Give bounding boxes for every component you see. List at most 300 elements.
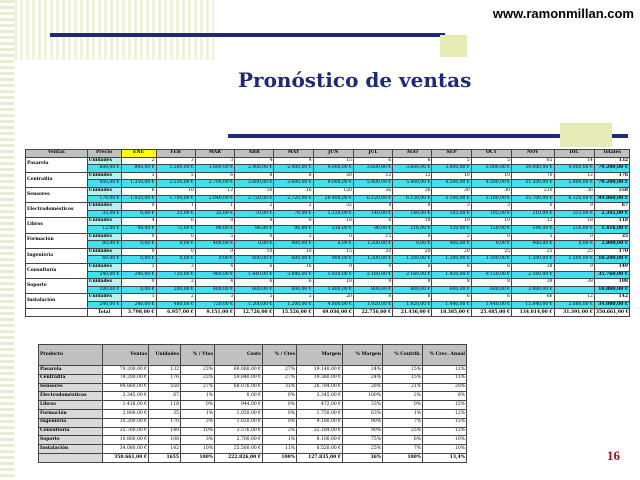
units-cell: 176 — [594, 172, 629, 180]
units-cell: 1 — [121, 263, 156, 271]
units-cell: 5 — [274, 294, 313, 302]
summary-cell: 10% — [181, 445, 215, 454]
units-cell: 8 — [432, 279, 471, 287]
summary-cell: Formación — [39, 409, 103, 418]
summary-total-cell: 100% — [263, 453, 297, 462]
sales-value-row — [26, 241, 630, 249]
units-label: Unidades — [87, 263, 121, 271]
summary-cell: 79.200,00 € — [103, 366, 149, 375]
summary-cell: 8.520,00 € — [297, 445, 343, 454]
units-cell: 4 — [274, 157, 313, 165]
sales-cell: 2.800,00 € — [594, 241, 629, 249]
units-cell: 36 — [393, 187, 432, 195]
price-cell: 450,00 € — [87, 180, 121, 188]
sales-cell: 96,00 € — [353, 225, 392, 233]
summary-cell: 100% — [343, 392, 383, 401]
sales-cell: 2.160,00 € — [512, 271, 554, 279]
sales-cell: 0,00 € — [121, 286, 156, 294]
sales-cell: 600,00 € — [274, 256, 313, 264]
units-cell: 4 — [195, 263, 234, 271]
sales-cell: 2.720,00 € — [235, 195, 274, 203]
summary-cell: 0% — [263, 392, 297, 401]
sales-header-cell: MAR — [195, 150, 234, 158]
sales-cell: 105,00 € — [432, 210, 471, 218]
summary-cell: 9.180,00 € — [297, 418, 343, 427]
units-cell: 38 — [554, 279, 594, 287]
summary-total-row — [39, 453, 467, 462]
units-cell: 4 — [195, 279, 234, 287]
units-cell: 1 — [156, 203, 195, 211]
sales-cell: 2.880,00 € — [554, 301, 594, 309]
summary-header-cell: Ventas — [103, 345, 149, 366]
summary-cell: 8.100,00 € — [297, 436, 343, 445]
units-cell: 38 — [512, 263, 554, 271]
summary-cell: 10% — [423, 445, 467, 454]
summary-row — [39, 366, 467, 375]
units-cell: 8 — [353, 218, 392, 226]
units-cell: 18 — [313, 218, 353, 226]
sales-units-row — [26, 294, 630, 302]
units-cell: 2 — [274, 203, 313, 211]
summary-cell: 31% — [263, 383, 297, 392]
units-cell: 70 — [512, 172, 554, 180]
summary-cell: 67 — [149, 392, 181, 401]
summary-cell: 0,00 € — [215, 392, 263, 401]
units-cell: 6 — [195, 172, 234, 180]
units-cell: 25 — [471, 248, 511, 256]
units-cell: 0 — [313, 233, 353, 241]
total-cell: 350.661,00 € — [594, 309, 629, 317]
sales-cell: 1.200,00 € — [353, 256, 392, 264]
total-cell: 3.798,00 € — [121, 309, 156, 317]
summary-cell: Electrodomésticos — [39, 392, 103, 401]
sales-cell: 70,00 € — [235, 210, 274, 218]
sales-cell: 1.350,00 € — [121, 180, 156, 188]
sales-cell: 0,00 € — [121, 256, 156, 264]
total-cell: 22.756,00 € — [353, 309, 392, 317]
units-cell: 210 — [512, 187, 554, 195]
sales-value-row — [26, 286, 630, 294]
summary-header-cell: Producto — [39, 345, 103, 366]
sales-cell: 48,00 € — [121, 225, 156, 233]
sales-cell: 900,00 € — [121, 165, 156, 173]
summary-header-cell: % / Ctes — [263, 345, 297, 366]
title-bottom-accent-box — [560, 123, 612, 147]
units-cell: 10 — [274, 248, 313, 256]
summary-cell: 170 — [149, 418, 181, 427]
sales-cell: 900,00 € — [313, 256, 353, 264]
price-cell: 100,00 € — [87, 286, 121, 294]
summary-cell: 108 — [149, 436, 181, 445]
units-cell: 6 — [393, 157, 432, 165]
summary-cell: 10.800,00 € — [103, 436, 149, 445]
sales-cell: 4.800,00 € — [313, 301, 353, 309]
units-cell: 16 — [274, 263, 313, 271]
sales-cell: 2.720,00 € — [274, 195, 313, 203]
sales-cell: 2.345,00 € — [594, 210, 629, 218]
sales-cell: 0,00 € — [554, 241, 594, 249]
sales-cell: 400,00 € — [195, 241, 234, 249]
sales-cell: 6.120,00 € — [353, 195, 392, 203]
units-cell: 5 — [195, 233, 234, 241]
summary-header-cell: % Contrib. — [383, 345, 423, 366]
summary-cell: 24% — [343, 366, 383, 375]
total-cell: 134.014,00 € — [512, 309, 554, 317]
summary-cell: 3% — [181, 436, 215, 445]
sales-cell: 0,00 € — [393, 241, 432, 249]
sales-cell: 2.250,00 € — [156, 180, 195, 188]
summary-total-cell — [39, 453, 103, 462]
sales-cell: 20.400,00 € — [313, 195, 353, 203]
sales-cell: 1.200,00 € — [432, 256, 471, 264]
sales-cell: 0,00 € — [471, 241, 511, 249]
units-label: Unidades — [87, 157, 121, 165]
sales-cell: 31.500,00 € — [512, 180, 554, 188]
sales-cell: 39.000,00 € — [512, 165, 554, 173]
summary-cell: 25% — [343, 445, 383, 454]
units-cell: 18 — [313, 279, 353, 287]
units-cell: 0 — [156, 233, 195, 241]
units-cell: 6 — [156, 218, 195, 226]
units-cell: 5 — [432, 157, 471, 165]
summary-cell: 558 — [149, 383, 181, 392]
summary-total-cell: 222.826,00 € — [215, 453, 263, 462]
product-name: Libros — [26, 218, 88, 233]
summary-cell: 3.576,00 € — [215, 427, 263, 436]
sales-cell: 1.440,00 € — [235, 271, 274, 279]
blank-cell — [26, 309, 88, 317]
sales-cell: 6.120,00 € — [393, 195, 432, 203]
sales-cell: 15.840,00 € — [512, 301, 554, 309]
summary-cell: 15% — [423, 401, 467, 410]
sales-value-row — [26, 301, 630, 309]
units-cell: 8 — [235, 218, 274, 226]
units-cell: 18 — [393, 218, 432, 226]
sales-cell: 0,00 € — [195, 256, 234, 264]
sales-cell: 600,00 € — [235, 256, 274, 264]
units-cell: 4 — [353, 203, 392, 211]
summary-cell: 27% — [263, 366, 297, 375]
units-cell: 1 — [121, 294, 156, 302]
summary-cell: 7% — [383, 418, 423, 427]
summary-cell: 0% — [181, 401, 215, 410]
summary-cell: 15% — [423, 418, 467, 427]
summary-cell: 25% — [383, 427, 423, 436]
sales-cell: 10.200,00 € — [594, 256, 629, 264]
sales-cell: 600,00 € — [235, 286, 274, 294]
summary-header-cell: % Margen — [343, 345, 383, 366]
sales-cell: 1.800,00 € — [195, 165, 234, 173]
sales-total-row — [26, 309, 630, 317]
units-cell: 36 — [554, 187, 594, 195]
total-cell: 25.485,00 € — [471, 309, 511, 317]
summary-header-cell: Unidades — [149, 345, 181, 366]
sales-cell — [554, 271, 594, 279]
units-label: Unidades — [87, 294, 121, 302]
sales-units-row — [26, 279, 630, 287]
summary-cell: 19.360,00 € — [297, 374, 343, 383]
units-cell: 6 — [471, 294, 511, 302]
summary-cell: 1% — [181, 409, 215, 418]
sales-cell: 9.120,00 € — [471, 271, 511, 279]
summary-cell: 63% — [343, 409, 383, 418]
units-label: Unidades — [87, 279, 121, 287]
summary-header-cell: Margen — [297, 345, 343, 366]
units-cell: 5 — [432, 233, 471, 241]
units-cell: 6 — [235, 279, 274, 287]
summary-cell: 1% — [383, 409, 423, 418]
sales-units-row — [26, 157, 630, 165]
sales-cell: 2.400,00 € — [235, 165, 274, 173]
units-cell: 149 — [594, 263, 629, 271]
price-cell: 80,00 € — [87, 241, 121, 249]
product-name: Instalación — [26, 294, 88, 309]
sales-units-row — [26, 233, 630, 241]
summary-total-cell: 100% — [383, 453, 423, 462]
sales-cell: 216,00 € — [313, 225, 353, 233]
sales-cell: 3.840,00 € — [274, 271, 313, 279]
summary-row — [39, 409, 467, 418]
page-title: Pronóstico de ventas — [238, 68, 472, 92]
summary-cell: 1.050,00 € — [215, 409, 263, 418]
units-cell: 0 — [121, 233, 156, 241]
sales-header-cell: JUL — [353, 150, 392, 158]
units-cell: 32 — [313, 203, 353, 211]
units-cell: 12 — [353, 172, 392, 180]
sales-cell: 3.600,00 € — [353, 165, 392, 173]
units-cell: 12 — [195, 187, 234, 195]
summary-cell: 0% — [263, 418, 297, 427]
sales-cell: 1.920,00 € — [313, 271, 353, 279]
sales-cell: 1.920,00 € — [353, 301, 392, 309]
units-cell: 15 — [313, 248, 353, 256]
sales-cell: 9.000,00 € — [313, 165, 353, 173]
sales-cell: 1.440,00 € — [432, 301, 471, 309]
units-cell: 12 — [554, 294, 594, 302]
sales-cell: 3.600,00 € — [235, 180, 274, 188]
total-cell: 49.036,00 € — [313, 309, 353, 317]
units-cell: 8 — [471, 263, 511, 271]
units-cell: 0 — [121, 203, 156, 211]
sales-cell: 210,00 € — [512, 210, 554, 218]
summary-cell: 2.800,00 € — [103, 409, 149, 418]
units-cell: 10 — [471, 218, 511, 226]
units-cell: 12 — [554, 172, 594, 180]
sales-cell: 1.800,00 € — [313, 286, 353, 294]
units-cell: 8 — [353, 294, 392, 302]
sales-cell: 2.700,00 € — [195, 180, 234, 188]
units-cell: 5 — [156, 172, 195, 180]
sales-cell: 1.500,00 € — [471, 256, 511, 264]
sales-cell: 35,00 € — [156, 210, 195, 218]
summary-row — [39, 445, 467, 454]
summary-cell: 59.840,00 € — [215, 374, 263, 383]
summary-cell: 2.700,00 € — [215, 436, 263, 445]
units-cell: 35 — [594, 233, 629, 241]
units-cell: 6 — [512, 203, 554, 211]
summary-cell: 1.750,00 € — [297, 409, 343, 418]
summary-cell: 0% — [383, 401, 423, 410]
units-label: Unidades — [87, 218, 121, 226]
sales-value-row — [26, 225, 630, 233]
summary-cell: 79.200,00 € — [103, 374, 149, 383]
sales-cell: 1.920,00 € — [393, 301, 432, 309]
sales-cell: 96,00 € — [274, 225, 313, 233]
summary-header-row — [39, 345, 467, 366]
total-cell: 21.436,00 € — [393, 309, 432, 317]
sales-cell: 2.160,00 € — [393, 271, 432, 279]
summary-cell: Consultoría — [39, 427, 103, 436]
summary-cell: 90% — [343, 427, 383, 436]
summary-cell: 8% — [423, 392, 467, 401]
units-cell: 25 — [554, 248, 594, 256]
summary-total-cell: 350.661,00 € — [103, 453, 149, 462]
units-cell: 3 — [156, 157, 195, 165]
sales-cell: 400,00 € — [274, 241, 313, 249]
summary-header-cell: % Crec. Anual — [423, 345, 467, 366]
total-cell: 31.391,00 € — [554, 309, 594, 317]
units-cell: 10 — [235, 248, 274, 256]
units-cell: 9 — [353, 263, 392, 271]
summary-cell: 34.080,00 € — [103, 445, 149, 454]
sales-cell: 120,00 € — [471, 225, 511, 233]
total-cell: 18.385,00 € — [432, 309, 471, 317]
summary-cell: 132 — [149, 366, 181, 375]
product-name: Pasarela — [26, 157, 88, 172]
sales-cell: 400,00 € — [512, 241, 554, 249]
units-cell: 3 — [121, 172, 156, 180]
units-cell: 0 — [471, 233, 511, 241]
summary-cell: 68.076,00 € — [215, 383, 263, 392]
sales-units-row — [26, 172, 630, 180]
product-name: Sensores — [26, 187, 88, 202]
summary-cell: 75% — [343, 436, 383, 445]
sales-cell: 720,00 € — [195, 301, 234, 309]
units-cell: 1 — [195, 203, 234, 211]
units-cell: 120 — [313, 187, 353, 195]
summary-cell: 35 — [149, 409, 181, 418]
summary-cell: 23% — [181, 366, 215, 375]
units-cell: 8 — [393, 279, 432, 287]
summary-cell: 2% — [263, 427, 297, 436]
sales-cell: 0,00 € — [121, 241, 156, 249]
summary-cell: 10% — [423, 436, 467, 445]
sales-header-cell: AGO — [393, 150, 432, 158]
units-cell: 65 — [512, 157, 554, 165]
sales-cell: 0,00 € — [235, 241, 274, 249]
sales-cell: 1.416,00 € — [594, 225, 629, 233]
sales-cell: 1.500,00 € — [156, 165, 195, 173]
units-cell: 20 — [432, 248, 471, 256]
price-cell: 600,00 € — [87, 165, 121, 173]
total-cell: 12.726,00 € — [235, 309, 274, 317]
summary-cell: 15% — [383, 366, 423, 375]
sales-header-cell: NOV — [512, 150, 554, 158]
sales-cell: 79.200,00 € — [594, 180, 629, 188]
units-label: Unidades — [87, 172, 121, 180]
summary-cell: 35.760,00 € — [103, 427, 149, 436]
sales-cell: 34.080,00 € — [594, 301, 629, 309]
units-cell: 5 — [512, 233, 554, 241]
summary-cell: 10% — [181, 427, 215, 436]
sales-cell: 240,00 € — [121, 271, 156, 279]
sales-cell: 4.500,00 € — [471, 180, 511, 188]
sales-cell: 140,00 € — [353, 210, 392, 218]
summary-cell: 2% — [383, 392, 423, 401]
units-cell: 14 — [554, 157, 594, 165]
sales-cell: 5.400,00 € — [353, 180, 392, 188]
summary-cell: 0% — [263, 401, 297, 410]
units-cell: 8 — [274, 218, 313, 226]
sales-cell: 96,00 € — [195, 225, 234, 233]
units-cell: 6 — [274, 279, 313, 287]
sales-cell: 1.200,00 € — [274, 301, 313, 309]
units-cell: 16 — [235, 187, 274, 195]
summary-cell: 60.060,00 € — [215, 366, 263, 375]
sales-cell: 9.000,00 € — [313, 180, 353, 188]
sales-cell: 1.700,00 € — [156, 195, 195, 203]
units-cell: 6 — [235, 263, 274, 271]
product-summary-table — [38, 344, 467, 463]
units-cell: 12 — [512, 218, 554, 226]
summary-cell: 28% — [343, 383, 383, 392]
summary-cell: 24% — [343, 374, 383, 383]
sales-cell: 1.920,00 € — [432, 271, 471, 279]
units-cell: 10 — [432, 172, 471, 180]
sales-cell: 94.860,00 € — [594, 195, 629, 203]
summary-row — [39, 427, 467, 436]
units-cell: 2 — [121, 157, 156, 165]
summary-row — [39, 383, 467, 392]
summary-row — [39, 436, 467, 445]
summary-cell: Ingeniería — [39, 418, 103, 427]
summary-cell: 118 — [149, 401, 181, 410]
units-cell: 0 — [393, 233, 432, 241]
units-cell: 118 — [594, 218, 629, 226]
sales-value-row — [26, 256, 630, 264]
price-cell: 35,00 € — [87, 210, 121, 218]
sales-header-cell: Precio — [87, 150, 121, 158]
units-cell: 8 — [393, 263, 432, 271]
units-cell: 5 — [235, 294, 274, 302]
sales-cell: 400,00 € — [432, 241, 471, 249]
sales-cell: 3.000,00 € — [432, 165, 471, 173]
sales-cell: 1.020,00 € — [121, 195, 156, 203]
sales-cell: 6.120,00 € — [554, 195, 594, 203]
units-cell: 38 — [512, 279, 554, 287]
summary-cell: 1.020,00 € — [215, 418, 263, 427]
sales-cell: 2.400,00 € — [274, 165, 313, 173]
units-cell: 8 — [195, 218, 234, 226]
sales-units-row — [26, 218, 630, 226]
summary-row — [39, 418, 467, 427]
summary-cell: 3% — [181, 418, 215, 427]
sales-cell: 1.440,00 € — [471, 301, 511, 309]
units-cell: 4 — [393, 203, 432, 211]
summary-cell: 27% — [181, 383, 215, 392]
sales-cell: 1.500,00 € — [554, 256, 594, 264]
sales-cell: 10.800,00 € — [594, 286, 629, 294]
product-name: Electrodomésticos — [26, 203, 88, 218]
summary-cell: 142 — [149, 445, 181, 454]
units-cell: 0 — [156, 248, 195, 256]
sales-cell: 216,00 € — [393, 225, 432, 233]
sales-cell: 35,00 € — [195, 210, 234, 218]
units-cell: 20 — [313, 294, 353, 302]
sales-cell: 720,00 € — [156, 271, 195, 279]
sales-cell: 216,00 € — [554, 225, 594, 233]
units-label: Unidades — [87, 233, 121, 241]
